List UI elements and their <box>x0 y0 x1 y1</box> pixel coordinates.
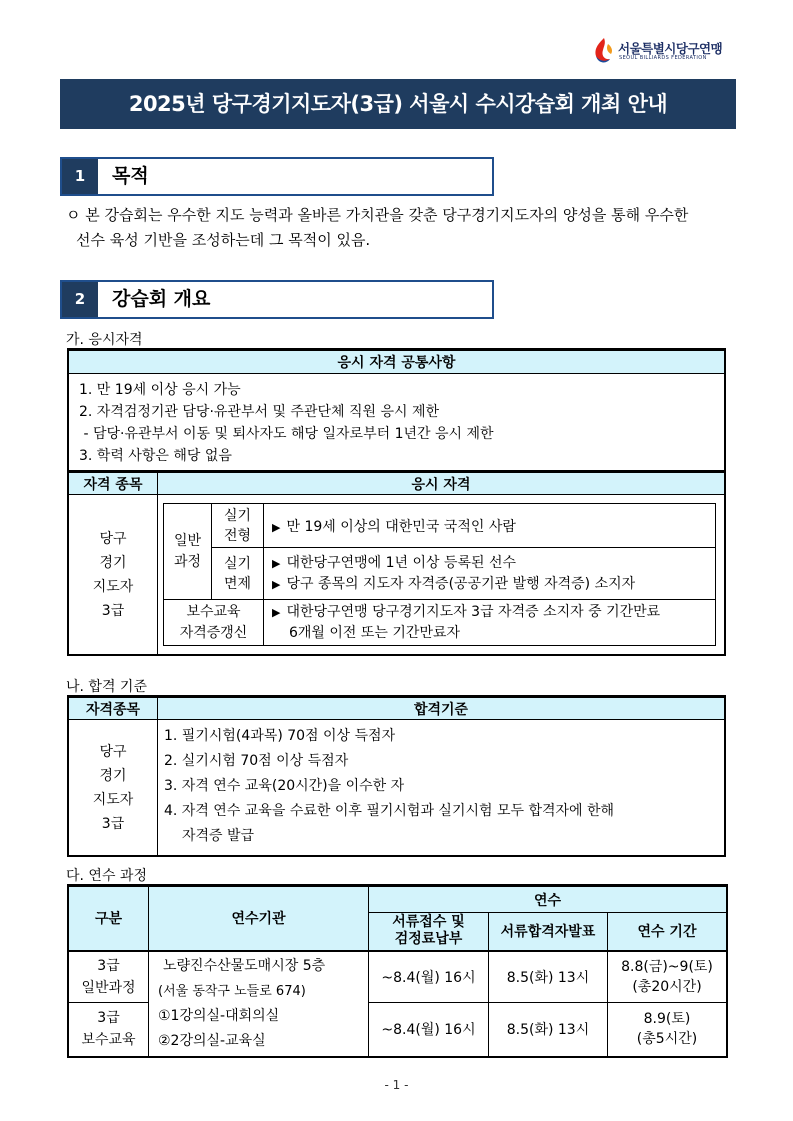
qualification-caption: 가. 응시자격 <box>66 332 143 348</box>
federation-logo <box>592 36 752 66</box>
section-number: 2 <box>62 282 98 317</box>
purpose-line-2: 선수 육성 기반을 조성하는데 그 목적이 있음. <box>76 231 371 249</box>
col-period: 연수 기간 <box>608 913 728 951</box>
flame-logo-icon <box>592 36 616 64</box>
row1-period: 8.8(금)~9(토) (총20시간) <box>608 951 728 1003</box>
common-items <box>68 374 725 472</box>
section-label: 강습회 개요 <box>112 288 211 310</box>
qual-requirements-cell <box>158 495 726 656</box>
pass-item-4: 4. 자격 연수 교육을 수료한 이후 필기시험과 실기시험 모두 합격자에 한해 <box>164 803 615 819</box>
row2-period: 8.9(토) (총5시간) <box>608 1003 728 1057</box>
col-training: 연수 <box>369 886 728 913</box>
arrow-icon: ▶ <box>272 577 281 591</box>
training-caption: 다. 연수 과정 <box>66 868 147 884</box>
row2-category: 3급 보수교육 <box>68 1003 149 1057</box>
pass-caption: 나. 합격 기준 <box>66 679 147 695</box>
col-institution: 연수기관 <box>149 886 369 951</box>
section-number: 1 <box>62 159 98 194</box>
page-number: - 1 - <box>384 1078 409 1092</box>
pass-item-3: 3. 자격 연수 교육(20시간)을 이수한 자 <box>164 778 405 794</box>
pass-criteria-table <box>67 695 726 857</box>
row1-docs: ~8.4(월) 16시 <box>369 951 489 1003</box>
general-course-label: 일반 과정 <box>164 504 212 600</box>
common-header: 응시 자격 공통사항 <box>68 350 725 374</box>
col-announce: 서류합격자발표 <box>489 913 608 951</box>
renewal-label: 보수교육 자격증갱신 <box>164 600 264 646</box>
qual-inner-table <box>163 503 716 646</box>
row1-category: 3급 일반과정 <box>68 951 149 1003</box>
col-category: 구분 <box>68 886 149 951</box>
row2-docs: ~8.4(월) 16시 <box>369 1003 489 1057</box>
col-qual-type: 자격 종목 <box>68 472 158 495</box>
practical-exam-label: 실기 전형 <box>212 504 264 548</box>
training-table <box>67 884 728 1058</box>
page-title: 2025년 당구경기지도자(3급) 서울시 수시강습회 개최 안내 <box>60 79 736 129</box>
practical-exempt-label: 실기 면제 <box>212 548 264 600</box>
row1-announce: 8.5(화) 13시 <box>489 951 608 1003</box>
logo-subtitle: SEOUL BILLIARDS FEDERATION <box>619 55 707 61</box>
common-item-3: - 담당·유관부서 이동 및 퇴사자도 해당 일자로부터 1년간 응시 제한 <box>79 426 494 442</box>
col-pass-type: 자격종목 <box>68 697 158 720</box>
pass-item-1: 1. 필기시험(4과목) 70점 이상 득점자 <box>164 728 396 744</box>
arrow-icon: ▶ <box>272 520 281 534</box>
purpose-line-1: ㅇ 본 강습회는 우수한 지도 능력과 올바른 가치관을 갖춘 당구경기지도자의 양성을 통해 우수한 <box>66 206 689 224</box>
common-item-2: 2. 자격검정기관 담당·유관부서 및 주관단체 직원 응시 제한 <box>79 404 440 420</box>
purpose-paragraph <box>66 203 746 253</box>
col-docs: 서류접수 및 검정료납부 <box>369 913 489 951</box>
bullet-mark: ㅇ <box>66 206 81 224</box>
institution-cell: 노량진수산물도매시장 5층 (서울 동작구 노들로 674) ①1강의실-대회의실 ②2강의실-교육실 <box>149 951 369 1057</box>
practical-exempt-requirement: ▶ 대한당구연맹에 1년 이상 등록된 선수 ▶ 당구 종목의 지도자 자격증(공공기관 발행 자격증) 소지자 <box>264 548 716 600</box>
section-heading-purpose <box>60 157 494 196</box>
col-qual-requirements: 응시 자격 <box>158 472 726 495</box>
arrow-icon: ▶ <box>272 605 281 619</box>
pass-item-4-cont: 자격증 발급 <box>182 828 255 844</box>
pass-item-2: 2. 실기시험 70점 이상 득점자 <box>164 753 349 769</box>
col-pass-criteria: 합격기준 <box>158 697 726 720</box>
qualification-table <box>67 348 726 656</box>
common-item-1: 1. 만 19세 이상 응시 가능 <box>79 382 241 398</box>
section-heading-overview <box>60 280 494 319</box>
qual-type-cell: 당구 경기 지도자 3급 <box>68 495 158 656</box>
practical-exam-requirement: ▶ 만 19세 이상의 대한민국 국적인 사람 <box>264 504 716 548</box>
logo-name: 서울특별시당구연맹 <box>618 41 723 56</box>
arrow-icon: ▶ <box>272 556 281 570</box>
section-label: 목적 <box>112 165 149 187</box>
common-item-4: 3. 학력 사항은 해당 없음 <box>79 448 232 464</box>
pass-type-cell: 당구 경기 지도자 3급 <box>68 720 158 857</box>
pass-criteria-cell <box>158 720 726 857</box>
renewal-requirement: ▶ 대한당구연맹 당구경기지도자 3급 자격증 소지자 중 기간만료 6개월 이전 또는 기간만료자 <box>264 600 716 646</box>
row2-announce: 8.5(화) 13시 <box>489 1003 608 1057</box>
